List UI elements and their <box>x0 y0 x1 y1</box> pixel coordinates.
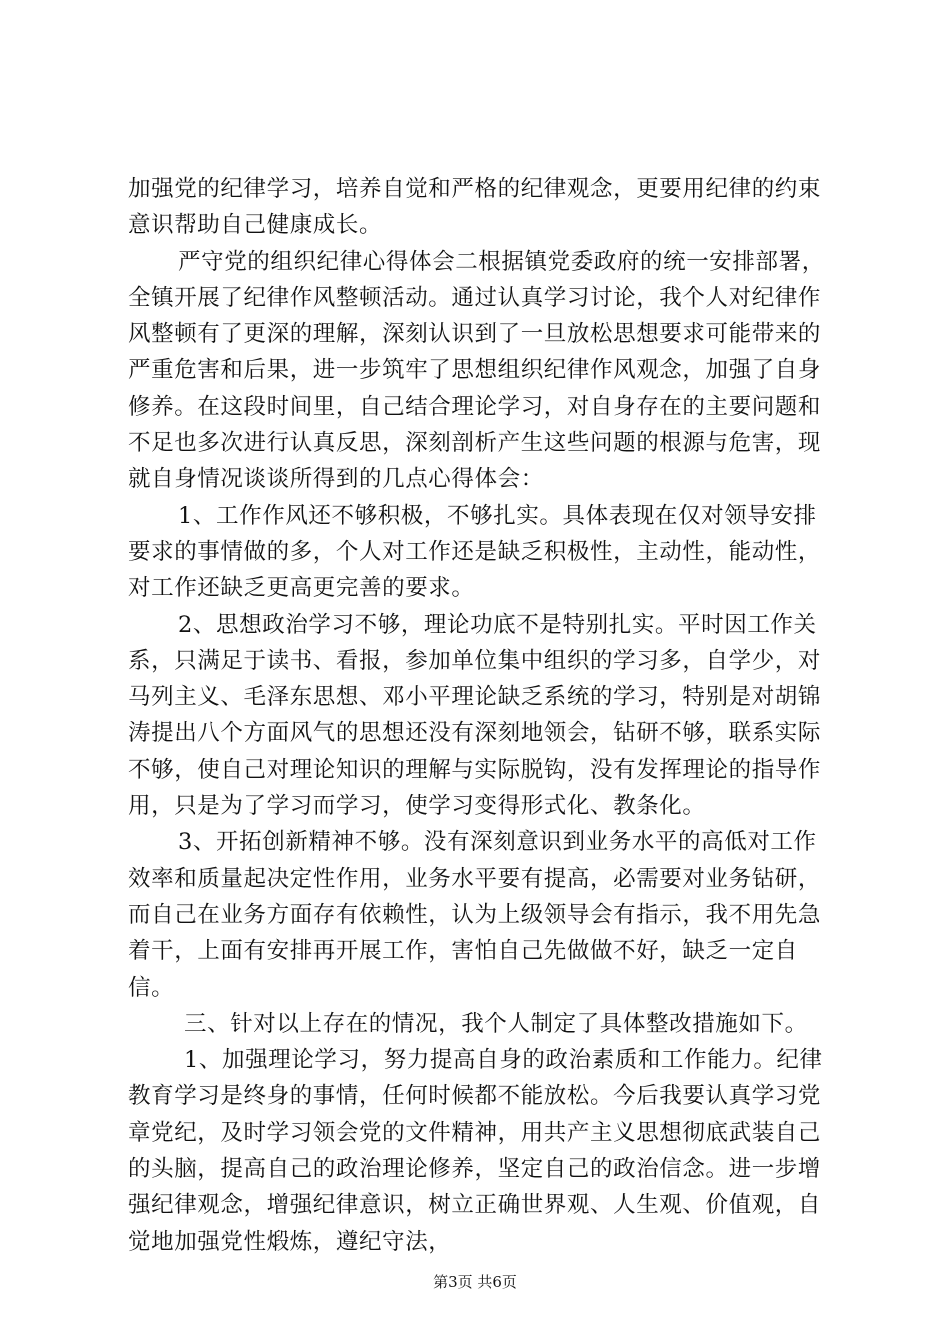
paragraph: 严守党的组织纪律心得体会二根据镇党委政府的统一安排部署，全镇开展了纪律作风整顿活动。通过认真学习讨论，我个人对纪律作风整顿有了更深的理解，深刻认识到了一旦放松思想要求可能带来的严重危害和后果，进一步筑牢了思想组织纪律作风观念，加强了自身修养。在这段时间里，自己结合理论学习，对自身存在的主要问题和不足也多次进行认真反思，深刻剖析产生这些问题的根源与危害，现就自身情况谈谈所得到的几点心得体会： <box>128 248 825 493</box>
page-number-footer: 第3页 共6页 <box>433 1273 517 1291</box>
paragraph: 1、工作作风还不够积极，不够扎实。具体表现在仅对领导安排要求的事情做的多，个人对工作还是缺乏积极性，主动性，能动性，对工作还缺乏更高更完善的要求。 <box>128 502 822 602</box>
paragraph: 3、开拓创新精神不够。没有深刻意识到业务水平的高低对工作效率和质量起决定性作用，业务水平要有提高，必需要对业务钻研，而自己在业务方面存有依赖性，认为上级领导会有指示，我不用先急着干，上面有安排再开展工作，害怕自己先做做不好，缺乏一定自信。 <box>128 829 822 1001</box>
paragraph: 2、思想政治学习不够，理论功底不是特别扎实。平时因工作关系，只满足于读书、看报，参加单位集中组织的学习多，自学少，对马列主义、毛泽东思想、邓小平理论缺乏系统的学习，特别是对胡锦涛提出八个方面风气的思想还没有深刻地领会，钻研不够，联系实际不够，使自己对理论知识的理解与实际脱钩，没有发挥理论的指导作用，只是为了学习而学习，使学习变得形式化、教条化。 <box>128 611 822 820</box>
paragraph: 1、加强理论学习，努力提高自身的政治素质和工作能力。纪律教育学习是终身的事情，任何时候都不能放松。今后我要认真学习党章党纪，及时学习领会党的文件精神，用共产主义思想彻底武装自己的头脑，提高自己的政治理论修养，坚定自己的政治信念。进一步增强纪律观念，增强纪律意识，树立正确世界观、人生观、价值观，自觉地加强党性煅炼，遵纪守法， <box>128 1047 823 1255</box>
paragraph: 三、针对以上存在的情况，我个人制定了具体整改措施如下。 <box>184 1010 808 1037</box>
body-text <box>128 171 838 1260</box>
paragraph: 加强党的纪律学习，培养自觉和严格的纪律观念，更要用纪律的约束意识帮助自己健康成长。 <box>128 176 822 239</box>
